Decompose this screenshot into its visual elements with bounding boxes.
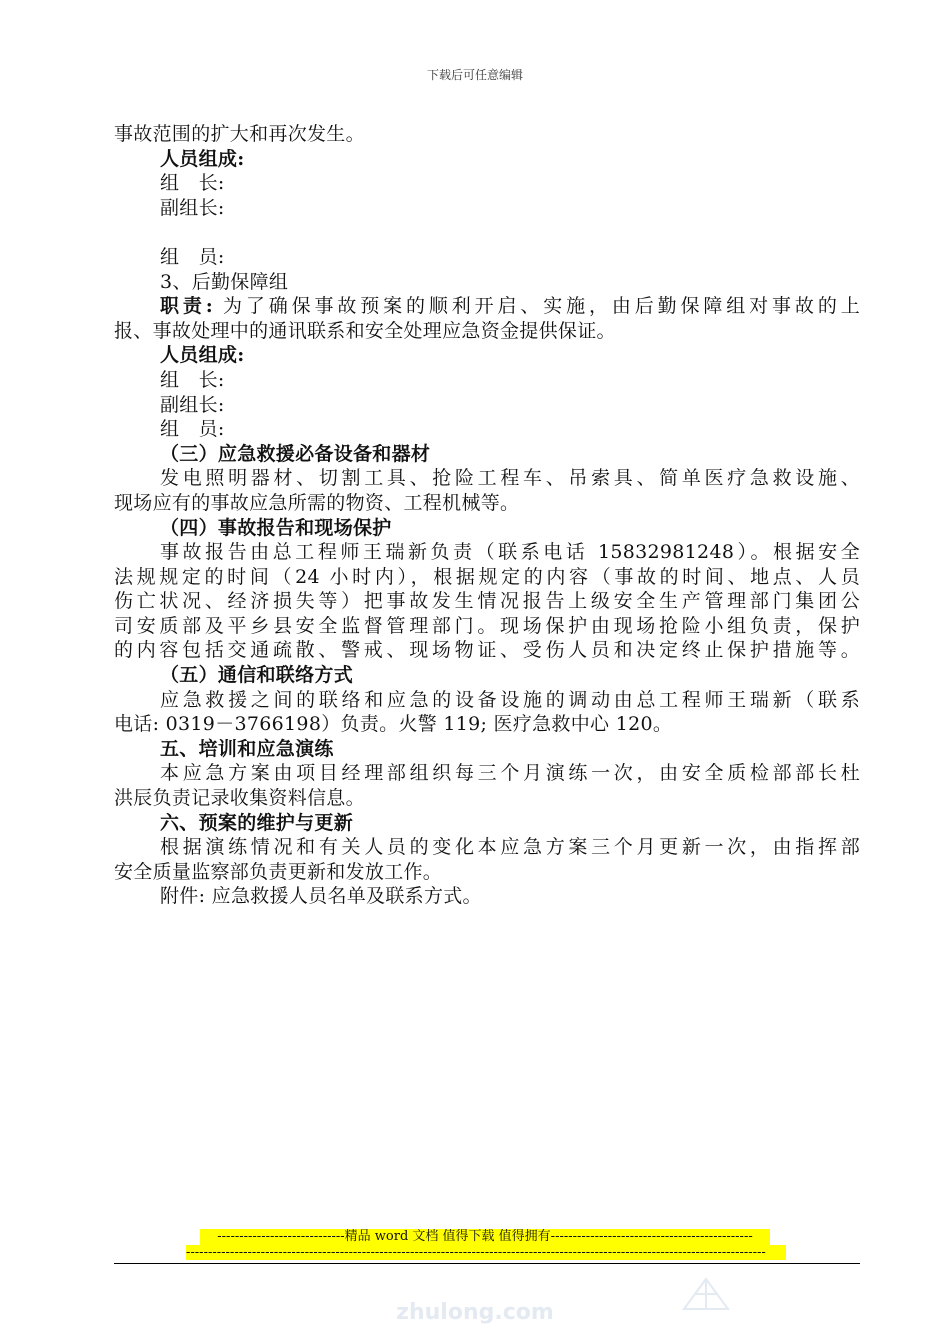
- line-text: 现场应有的事故应急所需的物资、工程机械等。: [114, 491, 520, 514]
- text-line: [114, 712, 860, 737]
- text-line: [114, 786, 860, 811]
- text-line: [114, 294, 860, 319]
- line-label: 人员组成:: [160, 147, 245, 170]
- line-text: 电话: 0319－3766198）负责。火警 119; 医疗急救中心 120。: [114, 713, 673, 736]
- line-text: 司安质部及平乡县安全监督管理部门。现场保护由现场抢险小组负责，保护: [114, 614, 860, 637]
- blank-line: [114, 220, 860, 245]
- text-line: [114, 122, 860, 147]
- text-line: [114, 565, 860, 590]
- line-text: 组 长:: [160, 368, 225, 391]
- watermark-text: zhulong.com: [396, 1300, 554, 1325]
- line-text: 安全质量监察部负责更新和发放工作。: [114, 860, 443, 883]
- text-line: [114, 860, 860, 885]
- footer-rule: [114, 1263, 860, 1264]
- text-line: [114, 171, 860, 196]
- line-text: 3、后勤保障组: [160, 270, 289, 293]
- line-text: 发电照明器材、切割工具、抢险工程车、吊索具、简单医疗急救设施、: [160, 467, 860, 490]
- line-label: 五、培训和应急演练: [160, 737, 334, 760]
- line-text: 副组长:: [160, 393, 225, 416]
- text-line: [114, 688, 860, 713]
- line-text: 根据演练情况和有关人员的变化本应急方案三个月更新一次，由指挥部: [160, 836, 860, 859]
- page-header: 下载后可任意编辑: [426, 68, 523, 82]
- document-body: [114, 122, 860, 909]
- line-text: 洪辰负责记录收集资料信息。: [114, 787, 365, 810]
- line-label: （五）通信和联络方式: [160, 664, 354, 687]
- line-text: 应急救援之间的联络和应急的设备设施的调动由总工程师王瑞新（联系: [160, 688, 860, 711]
- text-line: [114, 466, 860, 491]
- text-line: [114, 638, 860, 663]
- text-line: [114, 270, 860, 295]
- line-label: （三）应急救援必备设备和器材: [160, 442, 431, 465]
- text-line: [114, 835, 860, 860]
- footer-dashes: ------------------------------------------------------------------------------------------------------------------------------------: [186, 1245, 786, 1260]
- text-line: [114, 147, 860, 172]
- line-label: 人员组成:: [160, 344, 245, 367]
- line-text: 为了确保事故预案的顺利开启、实施，由后勤保障组对事故的上: [213, 295, 860, 318]
- line-label: 六、预案的维护与更新: [160, 811, 354, 834]
- text-line: [114, 245, 860, 270]
- text-line: [114, 442, 860, 467]
- line-label: （四）事故报告和现场保护: [160, 516, 392, 539]
- line-text: 事故报告由总工程师王瑞新负责（联系电话 15832981248）。根据安全: [160, 541, 860, 564]
- line-text: 伤亡状况、经济损失等）把事故发生情况报告上级安全生产管理部门集团公: [114, 590, 860, 613]
- line-text: 本应急方案由项目经理部组织每三个月演练一次，由安全质检部部长杜: [160, 762, 860, 785]
- text-line: [114, 761, 860, 786]
- text-line: [114, 368, 860, 393]
- text-line: [114, 343, 860, 368]
- line-text: 组 员:: [160, 245, 225, 268]
- text-line: [114, 737, 860, 762]
- line-text: 法规规定的时间（24 小时内），根据规定的内容（事故的时间、地点、人员: [114, 565, 860, 588]
- line-text: 附件: 应急救援人员名单及联系方式。: [160, 885, 482, 908]
- line-label: 职责:: [160, 295, 214, 318]
- line-text: 副组长:: [160, 196, 225, 219]
- line-text: 组 员:: [160, 418, 225, 441]
- line-text: 的内容包括交通疏散、警戒、现场物证、受伤人员和决定终止保护措施等。: [114, 639, 860, 662]
- text-line: [114, 516, 860, 541]
- line-text: 报、事故处理中的通讯联系和安全处理应急资金提供保证。: [114, 319, 616, 342]
- text-line: [114, 540, 860, 565]
- text-line: [114, 663, 860, 688]
- text-line: [114, 589, 860, 614]
- text-line: [114, 196, 860, 221]
- text-line: [114, 319, 860, 344]
- line-text: 组 长:: [160, 172, 225, 195]
- text-line: [114, 491, 860, 516]
- line-text: 事故范围的扩大和再次发生。: [114, 123, 365, 145]
- footer-banner: -----------------------------精品 word 文档 值得下载 值得拥有----------------------------------------------: [200, 1229, 770, 1245]
- text-line: [114, 393, 860, 418]
- text-line: [114, 614, 860, 639]
- text-line: [114, 884, 860, 909]
- text-line: [114, 417, 860, 442]
- text-line: [114, 811, 860, 836]
